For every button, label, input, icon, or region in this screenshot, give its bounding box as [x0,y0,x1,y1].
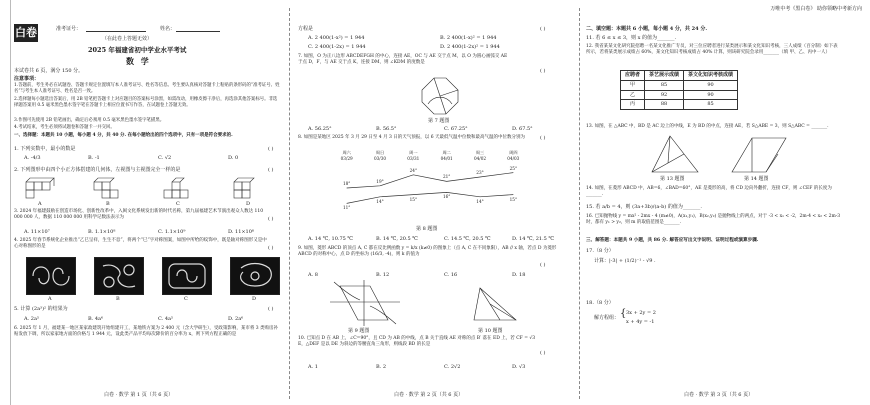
q4-pattern-b [94,257,144,295]
q10-option-b: B. 2 [376,364,387,370]
name-line [176,31,220,32]
table-cell: 85 [645,80,684,90]
name-label: 姓名： [160,26,176,32]
table-cell: 乙 [621,90,645,100]
q2-cube-figures [24,176,274,200]
q3-option-b: B. 1.1×10⁸ [88,229,116,235]
q2-option-a: A [38,201,42,207]
q6-continue: 方程是 [298,26,314,32]
table-cell: 丙 [621,100,645,110]
weather-lines [330,150,530,224]
section-1-title: 一、选择题：本题共 10 小题，每小题 4 分，共 40 分. 在每小题给出的四个选项中，只有一项是符合要求的. [14,133,233,138]
q6-option-b: B. 2 400(1-x)² = 1 944 [440,35,497,41]
footer-page-3: 白卷 · 数学 第 3 页（共 6 页） [684,392,754,399]
weather-low-label: 11° [342,205,351,211]
q14-figure-caption: 第 14 题图 [744,176,769,182]
q7-text: 7. 如图，O 为正八边形 ABCDEFGH 的中心，连接 AE，OC 与 AE 交于点 M，以 O 为圆心画弧交 AE 于点 D，F，与 AE 交于点 K，连接 DM，则 ∠KDM 的度数是 [298,54,508,66]
q5-option-c: C. 4a⁵ [158,316,173,322]
q10-bracket: ( ) [540,350,546,356]
q2-text: 2. 下列图形中由四个小正方体搭建的几何体，左视图与主视图完全一样的是 [14,167,181,173]
table-cell: 90 [684,80,738,90]
weather-day-label: 周一 [409,150,418,155]
q5-text: 5. 计算 (2a³)² 的结果为 [14,306,68,312]
exam-number-line [86,31,146,32]
q3-option-c: C. 1.1×10⁹ [158,229,186,235]
q1-option-d: D. 0 [228,155,239,161]
weather-date-label: 04/01 [440,156,453,161]
table-header-row [621,71,738,81]
q7-option-c: C. 67.25° [444,126,468,132]
q2-bracket: ( ) [268,167,274,173]
weather-high-label: 19° [376,178,384,184]
exam-title: 2025 年福建省初中学业水平考试 [88,46,187,54]
q14-rhombus-figure [730,134,790,174]
q3-option-a: A. 11×10⁷ [24,229,50,235]
q7-option-d: D. 67.5° [512,126,533,132]
q8-text: 8. 如图是某地区 2025 年 3 月 29 日至 4 月 3 日的天气预报，以 6 天最低气温中位数和最高气温的中位数分别为 [298,135,526,140]
q4-bracket: ( ) [268,245,274,251]
q9-figure [330,280,400,326]
q8-figure-caption: 第 8 题图 [416,226,438,232]
q5-option-a: A. 2a⁵ [24,316,39,322]
q18-prefix: 解方程组： [594,315,620,321]
q7-bracket: ( ) [540,68,546,74]
q4-pattern-c [162,257,212,295]
table-cell: 88 [645,100,684,110]
weather-day-label: 周日 [375,150,385,155]
q2-option-b: B [106,201,110,207]
notes-item-4: 4.考试结束，考生必须将试题卷和答题卡一并交回。 [14,125,115,130]
q15-text: 15. 若 a/b = 4，则 (3a+3b)/(a-b) 的值为_______. [586,204,702,210]
page-3 [580,0,870,405]
q5-bracket: ( ) [268,306,274,312]
weather-high-label: 24° [409,167,418,173]
q10-text: 10. 已知点 D 在 AB 上，∠C=90°，且 CD 为 AB 的中线，点 B 关于直线 AE 对称的点 B′ 落在 ED 上，若 CF = √3 E，△DEF 是以 DE 为斜边的等腰直角三角形，则线段 BD 的长是 [298,336,536,348]
q8-option-a: A. 14 ℃, 10.75 ℃ [308,236,354,242]
q9-option-b: B. 12 [376,272,390,278]
q9-bracket: ( ) [540,262,546,268]
q4-option-c: C [184,296,188,302]
q1-text: 1. 下列实数中，最小的数是 [14,146,76,152]
q10-option-a: A. 1 [308,364,318,370]
q4-text: 4. 2025 年春节系统化企业推出“乙巳呈祥，生生不息”，将两个“巳”字对称图案，如图中所给的纹饰中，既是轴对称图形又是中心对称图形的是 [14,238,267,250]
q10-figure-caption: 第 10 题图 [478,328,503,334]
q9-figure-caption: 第 9 题图 [348,328,370,334]
q9-option-a: A. 8 [308,272,318,278]
section-2-title: 二、填空题：本题共 6 小题，每小题 4 分，共 24 分. [586,26,708,32]
table-row [621,80,738,90]
weather-day-label: 周二 [442,150,451,155]
weather-date-label: 04/02 [473,156,487,161]
table-cell: 甲 [621,80,645,90]
weather-low-label: 15° [509,196,518,202]
q3-option-d: D. 11×10⁸ [228,229,254,235]
q6-option-c: C. 2 400(1-2x) = 1 944 [308,44,366,50]
q2-option-c: C [176,201,180,207]
q1-bracket: ( ) [268,146,274,152]
q8-option-b: B. 14 ℃, 20.5 ℃ [376,236,418,242]
weather-date-label: 03/30 [373,156,387,161]
subject-title: 数 学 [126,56,151,66]
q8-weather-chart [330,150,530,224]
notes-item-1: 1.答题前，考生务必在试题卷、答题卡规定位置填写本人准考证号、姓名等信息。考生要认真核对答题卡上粘贴的条形码的“准考证号、姓名”与考生本人准考证号、姓名是否一致。 [14,83,280,95]
q8-bracket: ( ) [540,135,546,141]
q18-equation-2: x + 4y = -1 [626,319,655,325]
q7-option-b: B. 56.5° [376,126,397,132]
table-row [621,100,738,110]
brand-header: 万唯中考《黑白卷》 助你领略中考新方向 [770,6,862,12]
q8-option-d: D. 14 ℃, 21.5 ℃ [512,236,555,242]
q2-option-d: D [246,201,251,207]
q12-score-table [620,70,738,110]
q4-option-a: A [48,296,52,302]
q4-pattern-d [230,257,280,295]
q12-text: 12. 我省某某文化研究院招聘一名某文化推广专员，对三位应聘者进行某类展示和某文化知识考核，三人成绩（百分制）如下表所示，若将某类展示成绩占 60%，某文化知识考核成绩占 40% 计算，则该研究院会录用_______（填 甲、乙、丙中一人） [586,44,838,56]
binding-margin [0,0,11,405]
q8-option-c: C. 14.5 ℃, 20.5 ℃ [444,236,491,242]
weather-day-label: 周六 [342,150,351,155]
table-cell: 92 [645,90,684,100]
q10-option-c: C. 2√2 [444,364,461,370]
page-1 [0,0,290,405]
q13-figure-caption: 第 13 题图 [660,176,685,182]
q13-triangle-figure [650,134,700,174]
q9-option-d: D. 18 [512,272,526,278]
intro-text: 本试卷共 6 页，满分 150 分。 [14,68,84,74]
weather-high-label: 18° [342,181,351,186]
weather-date-label: 03/31 [407,156,420,161]
weather-high-label: 23° [476,170,484,175]
q6-text: 6. 2025 年 1 月，福建某一地区某家政建筑开始组建开工，某地铁方案为 2 400 元（含大学研生），受政策影响，某市将 3 类购房补贴发放下调，所以家家地方面的价格与 1 944 元，设此类产品平均每次降价的百分率为 x，则下列方程正确的是 [14,326,279,338]
table-header-cell: 茶文化知识考核成绩 [684,71,738,81]
weather-low-label: 14° [376,198,384,204]
notes-item-2: 2.选择题每小题选出答案后，用 2B 铅笔把答题卡上对应题目的答案标号涂黑，如需改动，用橡皮擦干净后，再选涂其他答案标号。非选择题答案用 0.5 毫米黑色墨水签字笔在答题卡上相应位置书写作答，在试题卷上答题无效。 [14,97,278,109]
weather-date-label: 03/29 [340,156,353,161]
q10-figure [470,284,520,324]
q5-option-b: B. 4a⁶ [88,316,104,322]
q7-octagon-figure [420,76,460,116]
table-header-cell: 茶艺展示成绩 [645,71,684,81]
q3-text: 3. 2024 年福建鼓励在创造市场化、创新性改革中，入闽文化系统发出新的时代名称，第九届福建艺术节演出观众人数达 110 000 000 人，数据 110 000 000 用科学记数法表示为 [14,209,264,221]
q9-option-c: C. 16 [444,272,458,278]
q6-option-a: A. 2 400(1-x²) = 1 944 [308,35,365,41]
weather-day-label: 周三 [475,150,485,155]
q17-label: 17.（8 分） [586,248,614,254]
q4-option-d: D [252,296,257,302]
answer-note: （在此卷上答题无效） [102,36,153,42]
q6-option-d: D. 2 400(1-2x)² = 1 944 [440,44,500,50]
q4-pattern-a [26,257,76,295]
q9-text: 9. 如图，菱形 ABCD 的顶点 A, C 都在反比例函数 y = k/x (k≠0) 的图象上（点 A, C 在不同象限），AB // x 轴，若点 D 为菱形 ABCD 的对称中心，点 D 的坐标为 (16/3, -4)，则 k 的值为 [298,246,557,258]
weather-low-label: 16° [442,194,451,200]
white-paper-badge: 白卷 [14,24,38,42]
weather-high-label: 25° [509,165,518,171]
q11-text: 11. 若 6 ≤ x ≤ 3，则 x 的值为_______. [586,35,677,41]
weather-low-label: 15° [409,196,418,202]
exam-number-label: 准考证号： [56,26,82,32]
weather-day-label: 周四 [509,150,518,155]
q1-option-b: B. -1 [88,155,100,161]
table-cell: 90 [684,90,738,100]
q18-label: 18.（8 分） [586,300,614,306]
q4-option-b: B [116,296,120,302]
q1-option-c: C. √2 [158,155,172,161]
q13-text: 13. 如图，在 △ABC 中，BD 是 AC 边上的中线，E 为 BD 的中点，连接 AE，若 S△ABE = 3，则 S△ABC = _______. [586,124,829,129]
q7-figure-caption: 第 7 题图 [428,118,450,124]
footer-page-1: 白卷 · 数学 第 1 页（共 6 页） [104,392,174,399]
weather-high-label: 21° [442,174,451,180]
q1-option-a: A. -4/3 [24,155,41,161]
page-2 [290,0,580,405]
weather-low-label: 14° [476,198,484,204]
section-3-title: 三、解答题：本题共 9 小题，共 86 分. 解答应写出文字说明、证明过程或演算步骤. [586,238,759,243]
q17-expression: 计算：|-3| + (1/2)⁻¹ - √9 . [594,258,656,264]
q10-option-d: D. √3 [512,364,526,370]
footer-page-2: 白卷 · 数学 第 2 页（共 6 页） [394,392,464,399]
q18-brace: { [620,308,627,319]
q18-equation-1: 3x + 2y = 2 [626,310,656,316]
weather-date-label: 04/03 [507,156,520,161]
q7-option-a: A. 56.25° [308,126,332,132]
q6-bracket: ( ) [540,26,546,32]
notes-heading: 注意事项： [14,76,40,82]
table-row [621,90,738,100]
table-cell: 85 [684,100,738,110]
q5-option-d: D. 2a⁶ [228,316,244,322]
notes-item-3: 3.作图可先使用 2B 铅笔画出，确定后必须用 0.5 毫米黑色墨水签字笔描黑。 [14,118,165,123]
q16-text: 16. 已知抛物线 y = mx² - 2mx - 4 (m≠0)，A(x₁,y₁)，B(x₂,y₂) 是抛物线上的两点，对于 -3 < x₁ < -2，2m-4 < x₂ < 2m-3 时，都有 y₁ > y₂，则 m 的取值范围是_______. [586,214,841,226]
q14-text: 14. 如图，在菱形 ABCD 中，AB=6，∠BAD=60°，AE 是菱形的高，将 CD 边向外翻折，连接 CF，则 ∠CEF 的长度为_______. [586,186,832,198]
table-header-cell: 应聘者 [621,71,645,81]
q3-bracket: ( ) [268,216,274,222]
